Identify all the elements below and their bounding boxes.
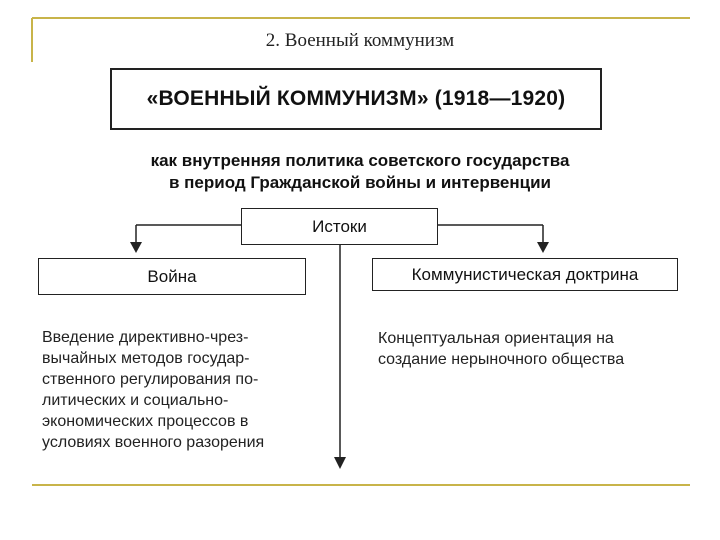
war-description-line: экономических процессов в: [42, 413, 249, 430]
main-heading-box: [110, 68, 602, 130]
doctrine-description: [378, 328, 678, 370]
doctrine-label: Коммунистическая доктрина: [411, 264, 639, 284]
main-heading-text: «ВОЕННЫЙ КОММУНИЗМ» (1918—1920): [146, 87, 566, 110]
subtitle-line-2: в период Гражданской войны и интервенции: [168, 173, 552, 192]
subtitle-line-1: как внутренняя политика советского государства: [150, 151, 570, 170]
doctrine-description-line: создание нерыночного общества: [378, 351, 625, 368]
arrow-left-head: [130, 242, 142, 253]
origins-box: [241, 208, 438, 245]
arrow-right-head: [537, 242, 549, 253]
war-label: Война: [147, 266, 197, 286]
doctrine-box: [372, 258, 678, 291]
slide-title: 2. Военный коммунизм: [265, 30, 455, 51]
war-description: [42, 327, 322, 453]
war-description-line: вычайных методов государ-: [42, 350, 250, 367]
origins-label: Истоки: [312, 216, 367, 236]
war-description-line: литических и социально-: [42, 392, 229, 409]
war-description-line: ственного регулирования по-: [42, 371, 259, 388]
arrow-center-head: [334, 457, 346, 469]
subtitle: [90, 150, 630, 194]
doctrine-description-line: Концептуальная ориентация на: [378, 330, 614, 347]
war-box: [38, 258, 306, 295]
war-description-line: условиях военного разорения: [42, 434, 265, 451]
war-description-line: Введение директивно-чрез-: [42, 329, 249, 346]
